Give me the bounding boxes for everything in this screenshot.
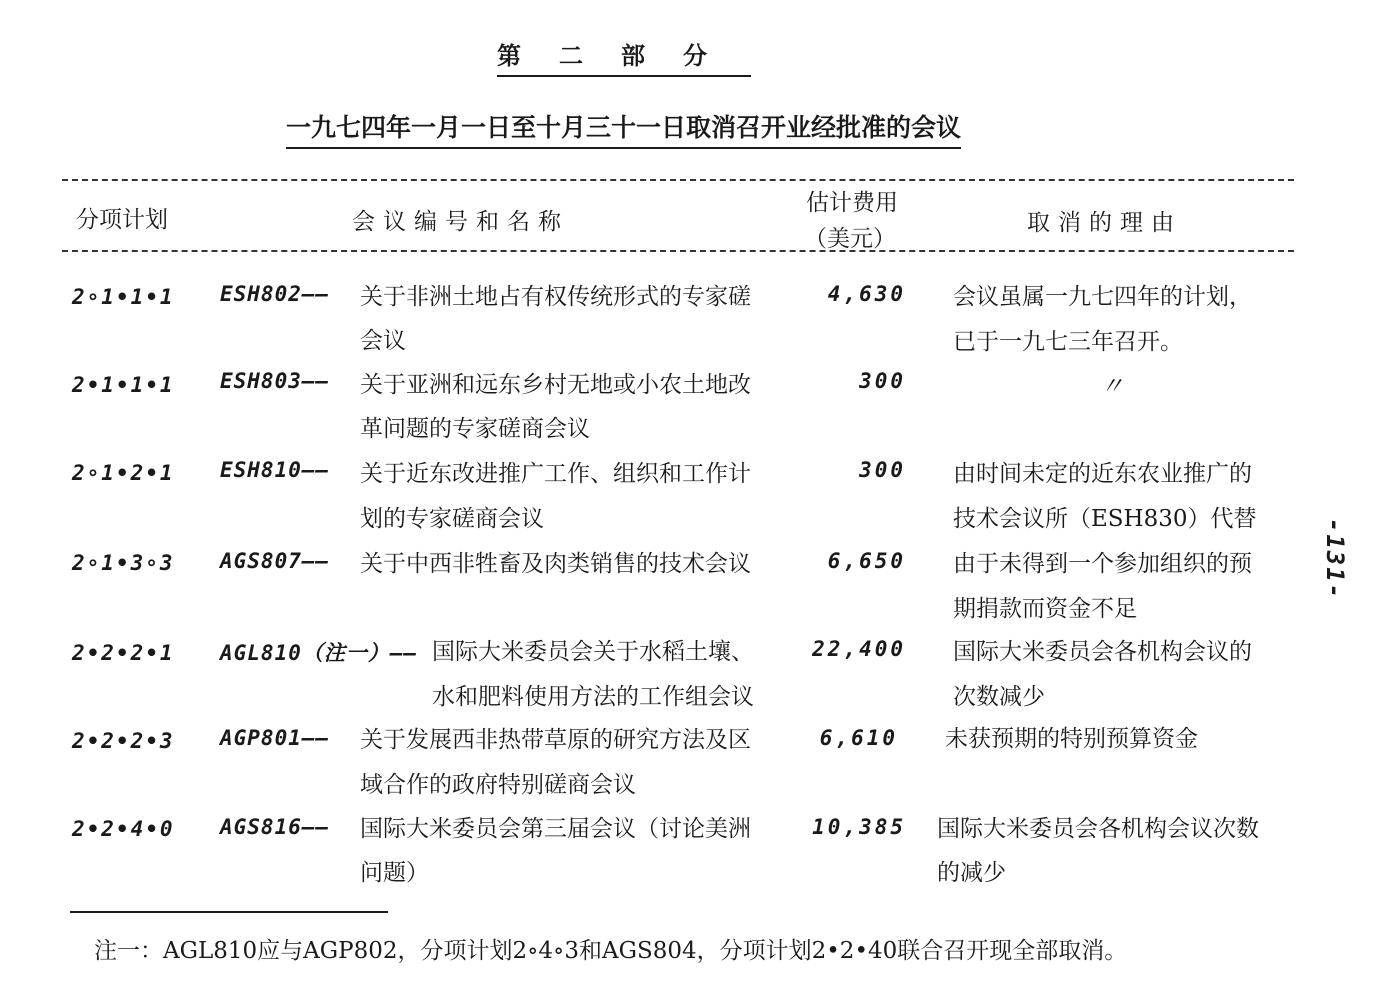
row-6-reason-line-1: 未获预期的特别预算资金 (945, 726, 1198, 752)
row-5-code: AGL810（注一）—— (220, 641, 418, 665)
row-1-program: 2∘1•1•1 (72, 285, 175, 309)
row-7-program: 2•2•4•0 (72, 817, 175, 841)
row-4-reason-line-1: 由于未得到一个参加组织的预 (953, 551, 1252, 577)
row-3-cost: 300 (859, 458, 906, 482)
footnote: 注一：AGL810应与AGP802，分项计划2∘4∘3和AGS804，分项计划2•2•40联合召开现全部取消。 (94, 938, 1128, 964)
row-6-code: AGP801—— (220, 726, 330, 750)
row-5-name-line-2: 水和肥料使用方法的工作组会议 (432, 684, 754, 710)
row-5-reason-line-1: 国际大米委员会各机构会议的 (953, 639, 1252, 665)
row-3-program: 2∘1•2•1 (72, 461, 175, 485)
row-7-name-line-1: 国际大米委员会第三届会议（讨论美洲 (360, 816, 751, 842)
row-6-name-line-2: 域合作的政府特别磋商会议 (360, 772, 636, 798)
row-2-cost: 300 (859, 369, 906, 393)
header-program: 分项计划 (76, 207, 168, 233)
row-1-code: ESH802—— (220, 282, 330, 306)
row-3-name-line-1: 关于近东改进推广工作、组织和工作计 (360, 461, 751, 487)
row-2-reason-ditto: 〃 (1100, 372, 1124, 400)
row-3-name-line-2: 划的专家磋商会议 (360, 506, 544, 532)
row-1-reason-line-2: 已于一九七三年召开。 (953, 329, 1183, 355)
row-3-reason-line-2: 技术会议所（ESH830）代替 (953, 506, 1257, 532)
row-6-cost: 6,610 (819, 726, 898, 750)
row-2-name-line-2: 革问题的专家磋商会议 (360, 416, 590, 442)
row-4-name-line-1: 关于中西非牲畜及肉类销售的技术会议 (360, 551, 751, 577)
row-1-name-line-2: 会议 (360, 328, 406, 354)
header-top-rule (62, 179, 1294, 181)
row-7-name-line-2: 问题） (360, 860, 429, 886)
row-4-reason-line-2: 期捐款而资金不足 (953, 596, 1137, 622)
row-2-code: ESH803—— (220, 369, 330, 393)
footnote-rule (70, 911, 388, 913)
part-title: 第二部分 (497, 36, 751, 77)
header-reason: 取消的理由 (1027, 210, 1182, 236)
row-5-cost: 22,400 (812, 637, 906, 661)
row-1-name-line-1: 关于非洲土地占有权传统形式的专家磋 (360, 284, 751, 310)
row-6-program: 2•2•2•3 (72, 729, 175, 753)
row-5-name-line-1: 国际大米委员会关于水稻土壤、 (432, 639, 754, 665)
header-cost-line2: （美元） (804, 226, 896, 252)
row-2-program: 2•1•1•1 (72, 373, 175, 397)
row-3-code: ESH810—— (220, 458, 330, 482)
row-7-reason-line-1: 国际大米委员会各机构会议次数 (937, 816, 1259, 842)
header-bottom-rule (62, 250, 1294, 252)
row-5-program: 2•2•2•1 (72, 641, 175, 665)
row-6-name-line-1: 关于发展西非热带草原的研究方法及区 (360, 727, 751, 753)
row-3-reason-line-1: 由时间未定的近东农业推广的 (953, 461, 1252, 487)
document-subtitle: 一九七四年一月一日至十月三十一日取消召开业经批准的会议 (286, 108, 961, 149)
row-4-program: 2∘1•3∘3 (72, 551, 175, 575)
row-7-code: AGS816—— (220, 815, 330, 839)
row-4-code: AGS807—— (220, 549, 330, 573)
row-7-reason-line-2: 的减少 (937, 860, 1006, 886)
row-4-cost: 6,650 (827, 549, 906, 573)
header-cost-line1: 估计费用 (806, 190, 898, 216)
row-7-cost: 10,385 (812, 815, 906, 839)
row-5-reason-line-2: 次数减少 (953, 684, 1045, 710)
header-meeting: 会议编号和名称 (352, 209, 569, 235)
row-1-cost: 4,630 (827, 282, 906, 306)
row-1-reason-line-1: 会议虽属一九七四年的计划， (953, 284, 1252, 310)
page-number: -131- (1321, 517, 1350, 601)
row-2-name-line-1: 关于亚洲和远东乡村无地或小农土地改 (360, 372, 751, 398)
